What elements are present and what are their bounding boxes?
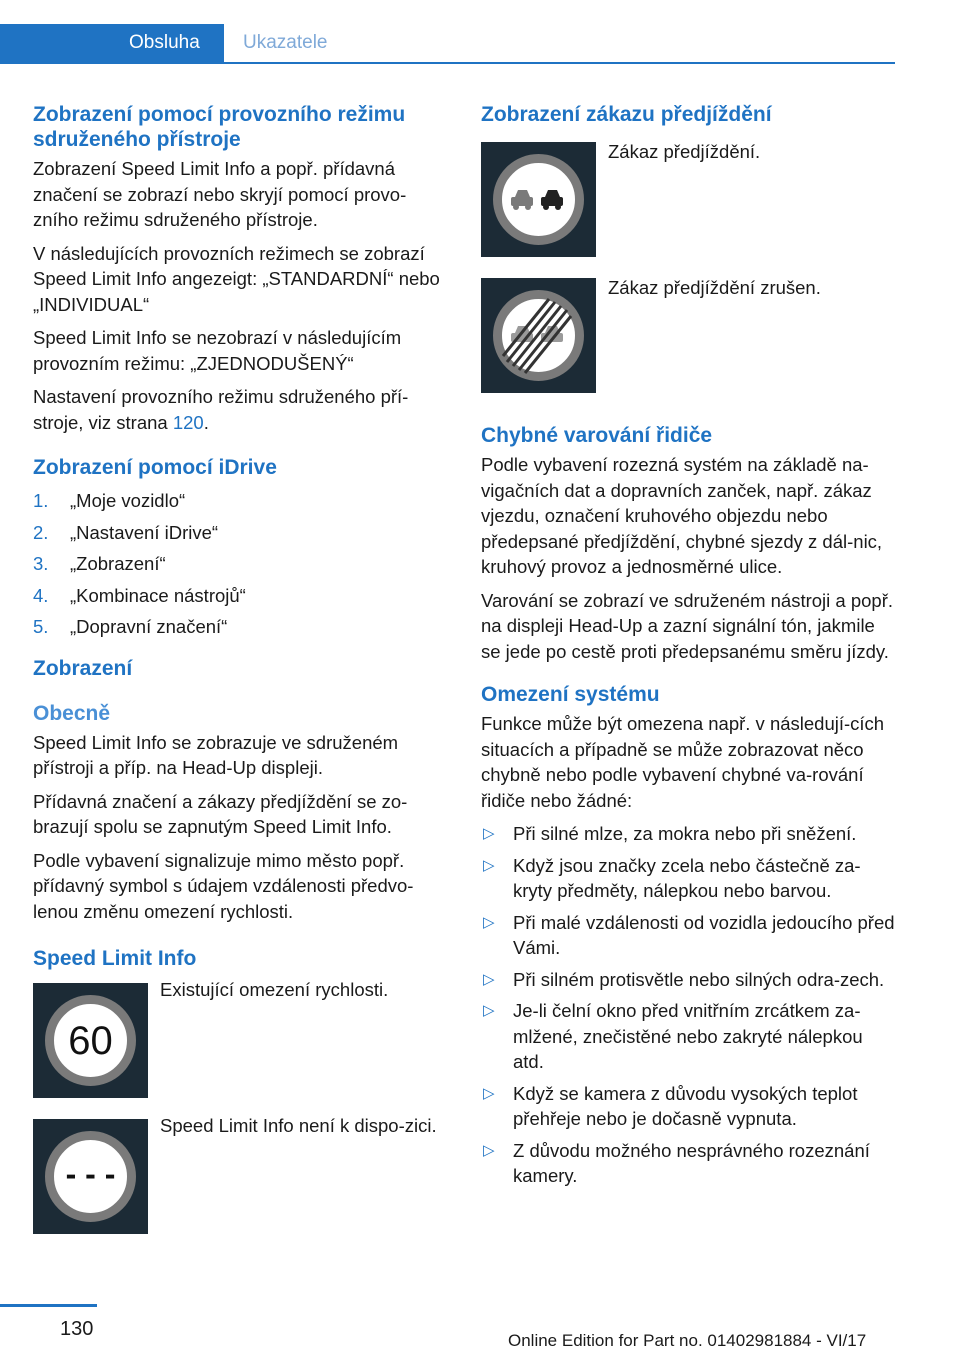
paragraph: Přídavná značení a zákazy předjíždění se zo-brazují spolu se zapnutým Speed Limit Info. [33, 790, 408, 837]
list-item: ▷ Když jsou značky zcela nebo částečně za-kryty předměty, nálepkou nebo barvou. [483, 854, 861, 901]
figure-no-overtaking-end [481, 275, 895, 411]
list-item: ▷ Při malé vzdálenosti od vozidla jedoucího před Vámi. [483, 911, 895, 958]
figure-caption: Existující omezení rychlosti. [160, 979, 389, 1000]
list-item: ▷ Z důvodu možného nesprávného rozeznání kamery. [483, 1139, 870, 1186]
list-item: ▷ Při silné mlze, za mokra nebo při sněžení. [481, 821, 895, 847]
speed-limit-unavailable-icon [33, 1119, 148, 1234]
list-item: 2. „Nastavení iDrive“ [33, 521, 219, 543]
section-title-idrive: Zobrazení pomocí iDrive [33, 456, 277, 479]
paragraph: Podle vybavení signalizuje mimo město popř. přídavný symbol s údajem vzdálenosti předvo-lenou změnu omezení rychlosti. [33, 849, 414, 922]
list-item: ▷ Je-li čelní okno před vnitřním zrcátkem za-mlžené, znečistěné nebo zakryté nálepkou atd. [483, 1000, 863, 1072]
tab-ukazatele[interactable]: Ukazatele [243, 32, 328, 53]
edition-note: Online Edition for Part no. 01402981884 - VI/17 [508, 1331, 867, 1350]
triangle-bullet-icon: ▷ [483, 913, 495, 931]
figure-caption: Zákaz předjíždění zrušen. [608, 277, 821, 298]
figure-caption: Speed Limit Info není k dispo-zici. [160, 1115, 437, 1136]
speed-limit-value: 60 [68, 1019, 113, 1063]
page-number: 130 [60, 1318, 94, 1340]
section-title-provozni-rezim: Zobrazení pomocí provozního režimu sdruženého přístroje [33, 103, 406, 151]
triangle-bullet-icon: ▷ [483, 970, 495, 988]
triangle-bullet-icon: ▷ [483, 1002, 495, 1019]
paragraph: Funkce může být omezena např. v následují-cích situacích a případně se může zobrazovat něco chybně nebo podle vybavení chybné va-rování řidiče nebo žádné: [481, 713, 885, 811]
list-item: 5. „Dopravní značení“ [33, 616, 228, 637]
figure-no-overtaking [481, 139, 895, 275]
figure-caption: Zákaz předjíždění. [608, 141, 761, 162]
page-link-120[interactable]: 120 [172, 411, 204, 433]
header-tabbar [0, 24, 895, 64]
right-column [481, 102, 895, 1195]
section-title-chybne-varovani: Chybné varování řidiče [481, 424, 713, 447]
figure-speed-limit-unavailable [33, 1113, 443, 1249]
triangle-bullet-icon: ▷ [483, 825, 495, 842]
triangle-bullet-icon: ▷ [483, 1141, 495, 1159]
left-column [33, 102, 443, 1249]
paragraph: Speed Limit Info se nezobrazí v následujícím provozním režimu: „ZJEDNODUŠENÝ“ [33, 327, 402, 374]
list-item: 3. „Zobrazení“ [33, 553, 166, 574]
footer-divider [0, 1304, 97, 1307]
end-no-overtaking-sign-icon [481, 278, 596, 393]
paragraph: V následujících provozních režimech se zobrazí Speed Limit Info angezeigt: „STANDARDNÍ“ nebo „INDIVIDUAL“ [33, 242, 440, 315]
paragraph: Podle vybavení rozezná systém na základě na-vigačních dat a dopravních zanček, např. zákaz vjezdu, označení kruhového objezdu nebo předepsané předjíždění, chybné sjezdy z dál-nic, kruhový provoz a jednosměrné ulice. [481, 454, 883, 577]
paragraph-page-ref: Nastavení provozního režimu sdruženého pří-stroje, viz strana 120. [33, 386, 409, 433]
section-title-speed-limit-info: Speed Limit Info [33, 947, 197, 970]
limitations-list [481, 821, 895, 1189]
paragraph: Varování se zobrazí ve sdruženém nástroji a popř. na displeji Head-Up a zazní signální tón, jakmile se jede po cestě proti předepsanému směru jízdy. [481, 589, 894, 662]
speed-limit-dashes: - - - [65, 1156, 116, 1192]
no-overtaking-sign-icon [481, 142, 596, 257]
paragraph: Speed Limit Info se zobrazuje ve sdruženém přístroji a příp. na Head-Up displeji. [33, 731, 399, 778]
list-item: ▷ Při silném protisvětle nebo silných odra-zech. [481, 967, 895, 993]
tab-obsluha-label: Obsluha [129, 32, 200, 53]
section-title-zakaz-predjizdeni: Zobrazení zákazu předjíždění [481, 103, 772, 126]
list-item: 1. „Moje vozidlo“ [33, 490, 186, 511]
speed-limit-sign-icon [33, 983, 148, 1098]
list-item: ▷ Když se kamera z důvodu vysokých teplot přehřeje nebo je dočasně vypnuta. [483, 1082, 858, 1129]
triangle-bullet-icon: ▷ [483, 856, 495, 874]
section-title-zobrazeni: Zobrazení [33, 656, 133, 680]
list-item: 4. „Kombinace nástrojů“ [33, 584, 246, 606]
tab-obsluha[interactable] [0, 24, 224, 62]
steps-list [33, 488, 443, 640]
paragraph: Zobrazení Speed Limit Info a popř. přídavná značení se zobrazí nebo skryjí pomocí provo-zního režimu sdruženého přístroje. [33, 158, 407, 230]
triangle-bullet-icon: ▷ [483, 1084, 495, 1102]
section-title-omezeni-systemu: Omezení systému [481, 683, 660, 706]
subsection-title-obecne: Obecně [33, 701, 111, 725]
figure-speed-limit-60 [33, 977, 443, 1113]
